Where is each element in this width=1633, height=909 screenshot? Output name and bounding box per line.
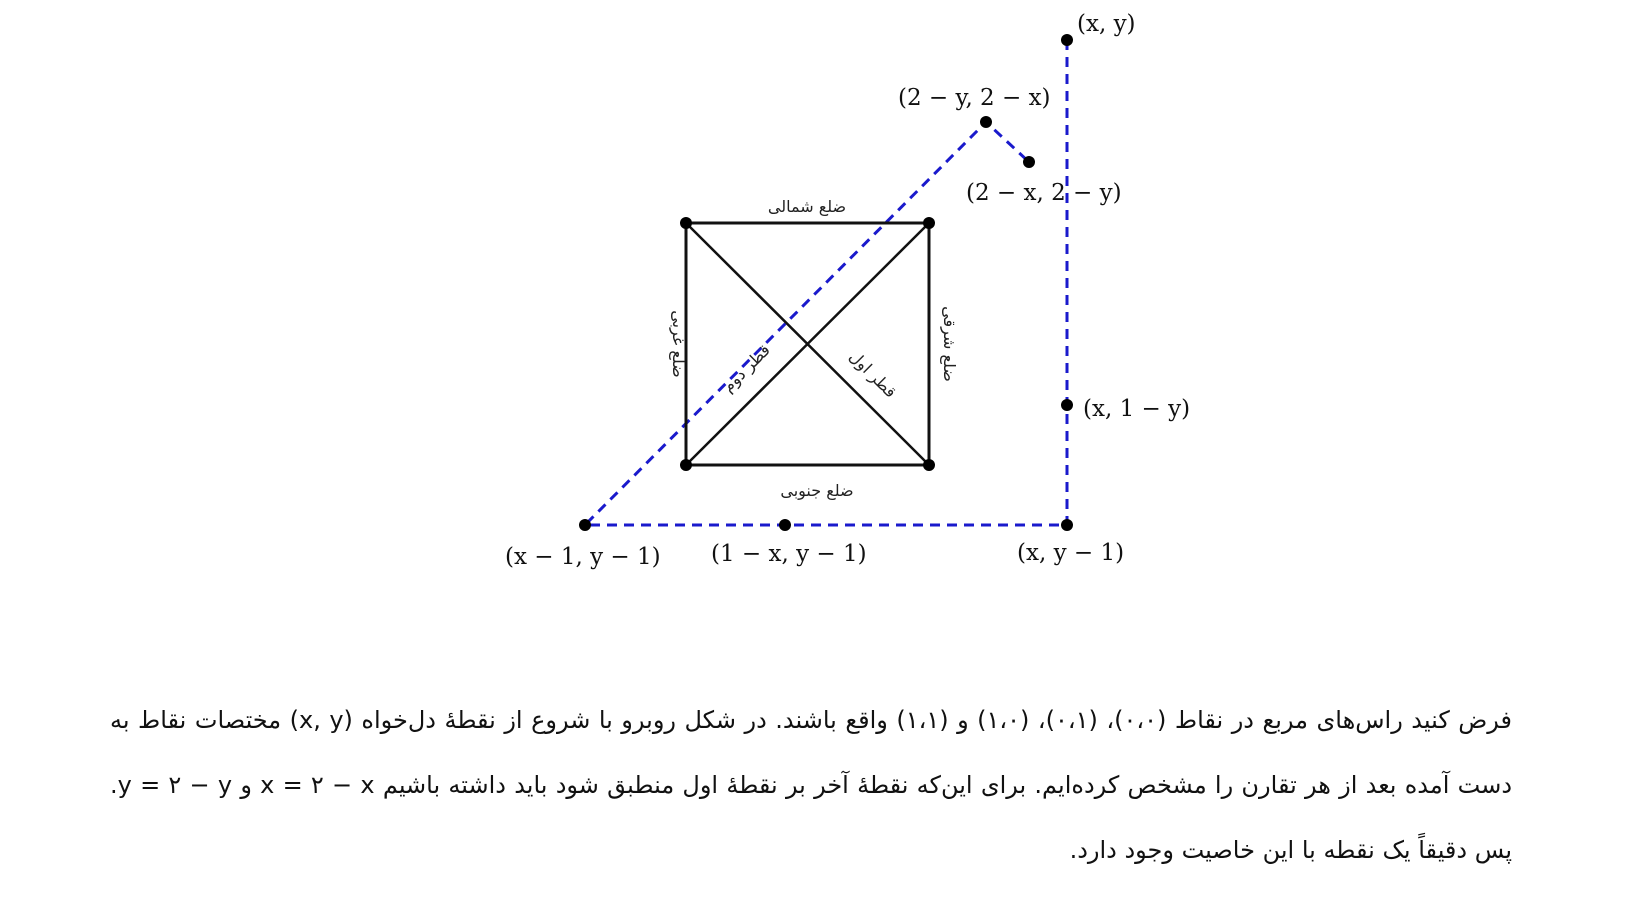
label-x-y: (x, y) <box>1077 11 1136 37</box>
explanation-text: فرض کنید راس‌های مربع در نقاط (۰،۰)، (۰،۱)، (۱،۰) و (۱،۱) واقع باشند. در شکل روبرو با شروع از نقطهٔ دل‌خواه (x, y) مختصات نقاط به دست آمده بعد از هر تقارن را مشخص کرده‌ایم. برای این‌که نقطهٔ آخر بر نقطهٔ اول منطبق شود باید داشته باشیم x = ۲ − x و y = ۲ − y. پس دقیقاً یک نقطه با این خاصیت وجود دارد. <box>110 706 1513 864</box>
point-2mx-2my <box>1023 156 1035 168</box>
point-xm1-ym1 <box>579 519 591 531</box>
label-2my-2mx: (2 − y, 2 − x) <box>898 85 1051 111</box>
label-second-diagonal: قطر دوم <box>718 340 774 396</box>
label-north-side: ضلع شمالی <box>767 197 847 216</box>
label-1mx-ym1: (1 − x, y − 1) <box>711 541 867 567</box>
point-x-1my <box>1061 399 1073 411</box>
label-first-diagonal: قطر اول <box>845 346 901 402</box>
label-south-side: ضلع جنوبی <box>780 481 854 500</box>
label-x-1my: (x, 1 − y) <box>1083 396 1191 422</box>
square-corner-sw <box>680 459 692 471</box>
label-xm1-ym1: (x − 1, y − 1) <box>505 544 661 570</box>
label-x-ym1: (x, y − 1) <box>1017 540 1125 566</box>
point-2my-2mx <box>980 116 992 128</box>
label-2mx-2my: (2 − x, 2 − y) <box>966 180 1122 206</box>
square-corner-ne <box>923 217 935 229</box>
point-x-ym1 <box>1061 519 1073 531</box>
square-corner-nw <box>680 217 692 229</box>
label-east-side: ضلع شرقی <box>940 306 959 382</box>
square-corner-se <box>923 459 935 471</box>
label-west-side: ضلع غربی <box>669 310 688 378</box>
reflection-path <box>585 40 1067 525</box>
point-1mx-ym1 <box>779 519 791 531</box>
explanation-paragraph <box>110 688 1512 883</box>
point-x-y <box>1061 34 1073 46</box>
